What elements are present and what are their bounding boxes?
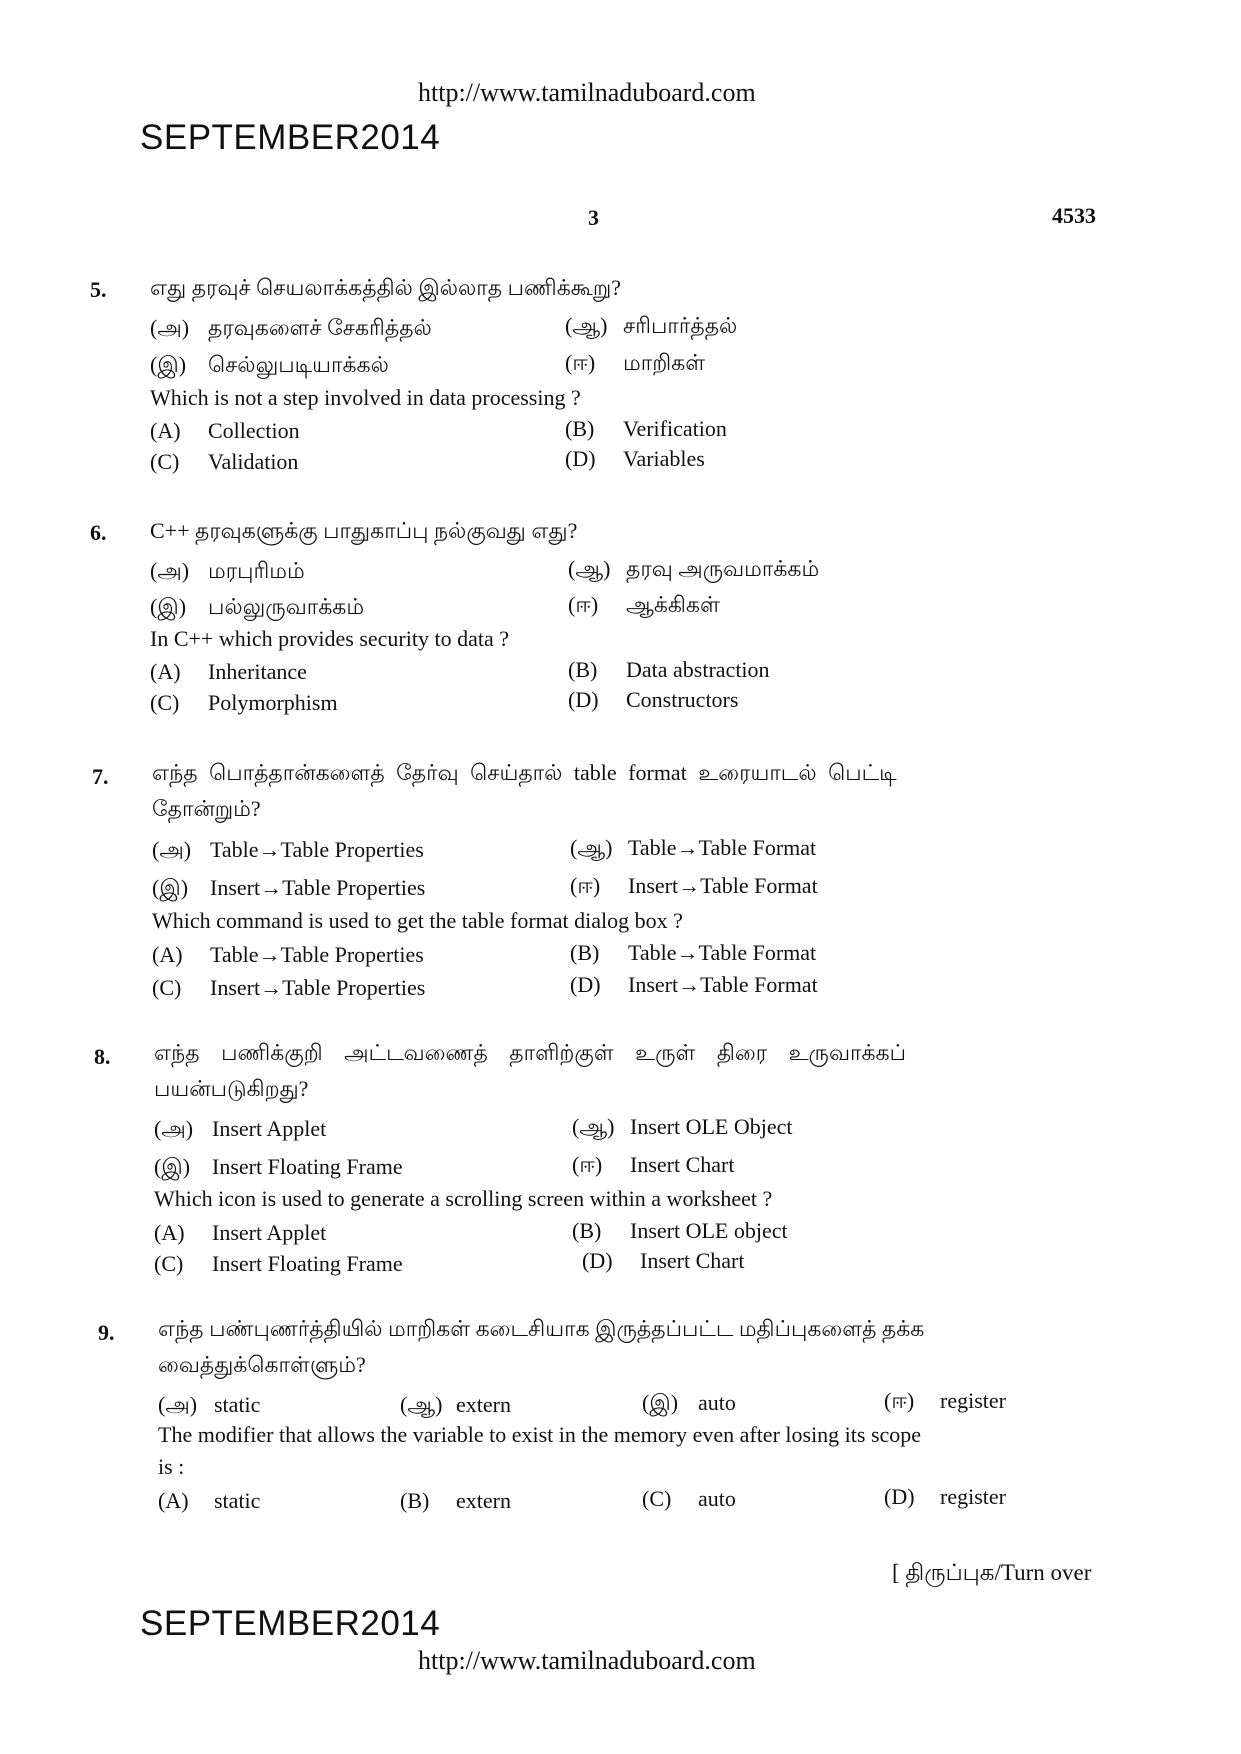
header-url[interactable]: http://www.tamilnaduboard.com	[418, 78, 756, 107]
option-text: Constructors	[626, 687, 739, 712]
paper-code: 4533	[1052, 203, 1096, 228]
option-label: (C)	[642, 1486, 672, 1511]
english-question: The modifier that allows the variable to exist in the memory even after losing its scope	[158, 1422, 922, 1447]
english-question: In C++ which provides security to data ?	[150, 626, 510, 651]
option-text: Insert→Table Properties	[210, 875, 426, 900]
tamil-option-b	[572, 1114, 793, 1143]
tamil-option-c	[150, 352, 389, 381]
option-label: (A)	[150, 659, 181, 684]
question-number: 7.	[92, 764, 109, 789]
tamil-option-a	[152, 837, 424, 866]
tamil-option-a	[150, 315, 432, 344]
option-label: (A)	[152, 942, 183, 967]
option-text: static	[214, 1488, 261, 1513]
tamil-option-b	[400, 1392, 511, 1421]
question-number: 5.	[90, 277, 107, 302]
option-label: (ஈ)	[572, 1152, 603, 1177]
option-text: தரவு அருவமாக்கம்	[626, 556, 820, 581]
option-label: (ஆ)	[565, 313, 608, 338]
option-text: static	[214, 1392, 261, 1417]
header-watermark: SEPTEMBER2014	[140, 118, 441, 157]
option-label: (D)	[568, 687, 599, 712]
option-text: செல்லுபடியாக்கல்	[208, 352, 389, 377]
option-label: (இ)	[150, 352, 187, 377]
option-label: (D)	[582, 1248, 613, 1273]
option-label: (A)	[158, 1488, 189, 1513]
option-text: Insert Floating Frame	[212, 1251, 403, 1276]
option-text: Variables	[623, 446, 705, 471]
english-option-b	[572, 1218, 788, 1244]
option-label: (அ)	[150, 558, 190, 583]
english-option-a	[150, 659, 307, 685]
english-option-c	[150, 690, 338, 716]
option-text: பல்லுருவாக்கம்	[208, 594, 365, 619]
english-option-a	[152, 942, 424, 968]
option-label: (A)	[154, 1220, 185, 1245]
option-text: auto	[698, 1486, 736, 1511]
option-label: (B)	[570, 940, 600, 965]
option-text: ஆக்கிகள்	[626, 592, 720, 617]
question-number: 6.	[90, 520, 107, 545]
option-text: Insert OLE object	[630, 1218, 788, 1243]
option-text: auto	[698, 1390, 736, 1415]
tamil-option-d	[568, 592, 720, 621]
english-option-a	[154, 1220, 326, 1246]
option-label: (ஈ)	[568, 592, 599, 617]
tamil-question-cont: தோன்றும்?	[152, 796, 261, 821]
option-label: (இ)	[152, 875, 189, 900]
option-text: Insert Chart	[640, 1248, 745, 1273]
option-text: Table→Table Properties	[210, 942, 424, 967]
english-option-b	[400, 1488, 511, 1514]
option-label: (B)	[572, 1218, 602, 1243]
option-text: Verification	[623, 416, 727, 441]
option-label: (ஆ)	[568, 556, 611, 581]
option-label: (ஈ)	[884, 1388, 915, 1413]
english-option-b	[570, 940, 816, 966]
tamil-question-cont: வைத்துக்கொள்ளும்?	[158, 1352, 366, 1377]
option-text: Collection	[208, 418, 300, 443]
option-text: extern	[456, 1488, 511, 1513]
english-option-c	[154, 1251, 403, 1277]
option-text: Insert OLE Object	[630, 1114, 793, 1139]
english-option-c	[150, 449, 298, 475]
option-label: (D)	[565, 446, 596, 471]
option-label: (இ)	[154, 1154, 191, 1179]
option-text: register	[940, 1388, 1006, 1413]
option-label: (B)	[400, 1488, 430, 1513]
option-text: Table→Table Format	[628, 835, 817, 860]
option-label: (C)	[150, 449, 180, 474]
tamil-option-d	[570, 873, 818, 902]
option-label: (ஈ)	[565, 350, 596, 375]
option-label: (C)	[150, 690, 180, 715]
english-option-a	[158, 1488, 260, 1514]
option-text: Insert→Table Format	[628, 873, 818, 898]
option-text: சரிபார்த்தல்	[623, 313, 738, 338]
tamil-option-c	[150, 594, 364, 623]
english-option-d	[582, 1248, 744, 1274]
option-label: (ஆ)	[572, 1114, 615, 1139]
option-label: (அ)	[150, 315, 190, 340]
tamil-question: எந்த பண்புணர்த்தியில் மாறிகள் கடைசியாக இருத்தப்பட்ட மதிப்புகளைத் தக்க	[158, 1316, 925, 1341]
option-label: (இ)	[150, 594, 187, 619]
tamil-option-b	[568, 556, 819, 585]
tamil-option-c	[642, 1390, 736, 1419]
option-label: (B)	[568, 657, 598, 682]
option-text: register	[940, 1484, 1006, 1509]
option-text: Polymorphism	[208, 690, 338, 715]
option-text: மரபுரிமம்	[208, 558, 305, 583]
option-text: Inheritance	[208, 659, 307, 684]
tamil-option-b	[570, 835, 816, 864]
option-label: (C)	[154, 1251, 184, 1276]
english-question: Which icon is used to generate a scrolling screen within a worksheet ?	[154, 1186, 773, 1211]
english-option-a	[150, 418, 300, 444]
english-option-d	[565, 446, 705, 472]
english-option-c	[642, 1486, 736, 1512]
option-label: (இ)	[642, 1390, 679, 1415]
english-option-d	[570, 972, 818, 998]
option-label: (D)	[884, 1484, 915, 1509]
english-option-b	[565, 416, 727, 442]
tamil-question: எது தரவுச் செயலாக்கத்தில் இல்லாத பணிக்கூறு?	[150, 275, 621, 300]
option-text: Insert Chart	[630, 1152, 735, 1177]
tamil-option-c	[154, 1154, 403, 1183]
tamil-option-d	[565, 350, 705, 379]
option-label: (ஈ)	[570, 873, 601, 898]
option-label: (அ)	[158, 1392, 198, 1417]
tamil-option-a	[154, 1116, 326, 1145]
footer-watermark: SEPTEMBER2014	[140, 1604, 441, 1643]
footer-url[interactable]: http://www.tamilnaduboard.com	[418, 1646, 756, 1675]
option-text: தரவுகளைச் சேகரித்தல்	[208, 315, 432, 340]
tamil-question: எந்த பொத்தான்களைத் தேர்வு செய்தால் table format உரையாடல் பெட்டி	[152, 760, 897, 785]
option-text: Insert Applet	[212, 1116, 327, 1141]
english-question: Which is not a step involved in data processing ?	[150, 385, 581, 410]
tamil-option-c	[152, 875, 425, 904]
page-number: 3	[588, 205, 599, 230]
english-option-d	[568, 687, 738, 713]
tamil-option-b	[565, 313, 737, 342]
option-text: மாறிகள்	[623, 350, 706, 375]
option-text: Insert Applet	[212, 1220, 327, 1245]
english-question: Which command is used to get the table format dialog box ?	[152, 908, 683, 933]
option-text: Insert→Table Format	[628, 972, 818, 997]
option-text: Table→Table Properties	[210, 837, 424, 862]
option-text: Validation	[208, 449, 299, 474]
question-number: 8.	[94, 1044, 111, 1069]
english-option-c	[152, 975, 425, 1001]
tamil-option-a	[150, 558, 305, 587]
option-label: (ஆ)	[400, 1392, 443, 1417]
option-text: Insert Floating Frame	[212, 1154, 403, 1179]
tamil-question: எந்த பணிக்குறி அட்டவணைத் தாளிற்குள் உருள் திரை உருவாக்கப்	[154, 1040, 907, 1065]
tamil-option-d	[884, 1388, 1006, 1417]
tamil-option-d	[572, 1152, 734, 1181]
option-text: Insert→Table Properties	[210, 975, 426, 1000]
question-number: 9.	[98, 1320, 115, 1345]
option-text: Data abstraction	[626, 657, 770, 682]
tamil-question: C++ தரவுகளுக்கு பாதுகாப்பு நல்குவது எது?	[150, 518, 578, 543]
turn-over-note: [ திருப்புக/Turn over	[892, 1560, 1092, 1585]
option-label: (A)	[150, 418, 181, 443]
option-text: Table→Table Format	[628, 940, 817, 965]
option-text: extern	[456, 1392, 511, 1417]
tamil-option-a	[158, 1392, 260, 1421]
english-question-cont: is :	[158, 1454, 185, 1479]
option-label: (D)	[570, 972, 601, 997]
english-option-b	[568, 657, 770, 683]
option-label: (அ)	[152, 837, 192, 862]
option-label: (ஆ)	[570, 835, 613, 860]
option-label: (C)	[152, 975, 182, 1000]
option-label: (அ)	[154, 1116, 194, 1141]
option-label: (B)	[565, 416, 595, 441]
english-option-d	[884, 1484, 1006, 1510]
tamil-question-cont: பயன்படுகிறது?	[154, 1076, 309, 1101]
